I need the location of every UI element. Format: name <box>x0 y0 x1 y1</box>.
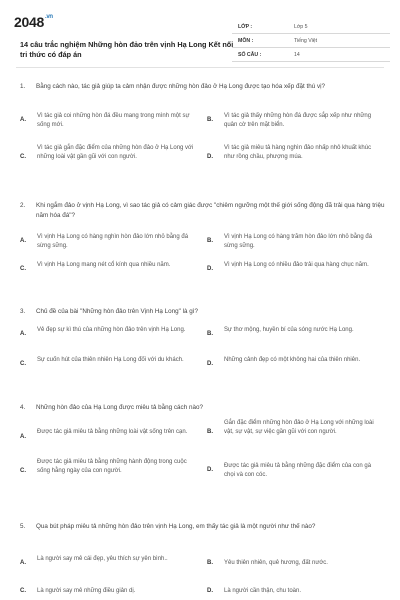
option-b[interactable] <box>207 233 382 251</box>
option-text: Vì vịnh Hạ Long có hàng nghìn hòn đảo lớn nhỏ bằng đá sừng sững. <box>37 234 189 249</box>
option-b[interactable] <box>207 559 382 568</box>
option-text: Được tác giả miêu tả bằng những hành động trong cuộc sống hằng ngày của con người. <box>37 459 187 474</box>
option-text: Vì tác giả coi những hòn đá đều mang trong mình một sự sống mới. <box>37 113 190 128</box>
option-text: Được tác giả miêu tả bằng những loài vật sống trên cạn. <box>37 429 188 435</box>
option-text: Yêu thiên nhiên, quê hương, đất nước. <box>224 560 328 566</box>
question-number: 1. <box>20 83 26 90</box>
question-header <box>20 403 386 413</box>
option-b[interactable] <box>207 112 382 130</box>
option-text: Vẻ đẹp sự kì thú của những hòn đảo trên vịnh Hạ Long. <box>37 327 186 333</box>
question-header <box>20 82 386 92</box>
option-text: Những cảnh đẹp có một không hai của thiên nhiên. <box>224 357 361 363</box>
question-2 <box>20 201 386 296</box>
option-letter: C. <box>20 468 26 474</box>
meta-key: MÔN : <box>238 38 254 44</box>
option-a[interactable] <box>20 112 195 130</box>
option-c[interactable] <box>20 587 195 596</box>
question-text: Những hòn đảo của Hạ Long được miêu tả bằng cách nào? <box>36 404 203 411</box>
option-letter: D. <box>207 588 213 594</box>
question-3 <box>20 307 386 392</box>
option-text: Vì vịnh Hạ Long mang nét cổ kính qua nhiều năm. <box>37 262 171 268</box>
option-text: Vì tác giả thấy những hòn đá được sắp xếp như những quân cờ trên mặt biển. <box>224 113 372 128</box>
question-text: Khi ngắm đảo ở vịnh Hạ Long, vì sao tác giả có cảm giác được "chiêm ngưỡng một thế giới sống động đã trải qua hàng triệu năm hóa đá"? <box>36 202 385 219</box>
meta-key: LỚP : <box>238 24 253 30</box>
option-letter: B. <box>207 117 213 123</box>
question-text: Chủ đề của bài "Những hòn đảo trên Vịnh Hạ Long" là gì? <box>36 308 199 315</box>
option-letter: D. <box>207 361 213 367</box>
question-number: 3. <box>20 308 26 315</box>
option-b[interactable] <box>207 326 382 335</box>
option-text: Gắn đặc điểm những hòn đảo ở Hạ Long với những loài vật, sự vật, sự việc gần gũi với con người. <box>224 420 374 435</box>
option-a[interactable] <box>20 326 195 335</box>
meta-key: SỐ CÂU : <box>238 52 262 58</box>
option-letter: C. <box>20 361 26 367</box>
meta-value: Tiếng Việt <box>294 38 318 44</box>
question-4 <box>20 403 386 513</box>
option-letter: D. <box>207 154 213 160</box>
option-c[interactable] <box>20 458 195 476</box>
option-text: Là người say mê cái đẹp, yêu thích sự yên bình.. <box>37 556 168 562</box>
question-header <box>20 522 386 532</box>
option-text: Là người cần thận, chu toàn. <box>224 588 302 594</box>
meta-table <box>232 20 390 62</box>
option-letter: B. <box>207 560 213 566</box>
option-d[interactable] <box>207 587 382 596</box>
option-a[interactable] <box>20 424 195 440</box>
option-letter: D. <box>207 266 213 272</box>
option-letter: A. <box>20 331 26 337</box>
option-d[interactable] <box>207 356 382 365</box>
question-1 <box>20 82 386 192</box>
question-header <box>20 201 386 220</box>
meta-row-subject <box>232 34 390 48</box>
logo-suffix: .vn <box>44 14 53 20</box>
option-letter: B. <box>207 331 213 337</box>
option-text: Sự thơ mộng, huyền bí của sóng nước Hạ Long. <box>224 327 354 333</box>
option-text: Vì vịnh Hạ Long có nhiều đảo trải qua hàng chục năm. <box>224 262 369 268</box>
option-d[interactable] <box>207 462 382 480</box>
option-a[interactable] <box>20 555 195 564</box>
meta-value: Lớp 5 <box>294 24 308 30</box>
option-text: Vì vịnh Hạ Long có hàng trăm hòn đảo lớn nhỏ bằng đá sừng sững. <box>224 234 373 249</box>
option-letter: B. <box>207 238 213 244</box>
question-text: Bằng cách nào, tác giả giúp ta cảm nhận được những hòn đảo ở Hạ Long được tạo hóa xếp đặt thú vị? <box>36 83 325 90</box>
option-text: Vì tác giả gắn đặc điểm của những hòn đảo ở Hạ Long với những loài vật gần gũi với con người. <box>37 145 194 160</box>
option-c[interactable] <box>20 356 195 365</box>
option-c[interactable] <box>20 144 195 162</box>
option-letter: C. <box>20 266 26 272</box>
logo-text: 2048 <box>14 14 44 30</box>
option-letter: C. <box>20 154 26 160</box>
option-letter: B. <box>207 429 213 435</box>
question-number: 4. <box>20 404 26 411</box>
site-logo[interactable] <box>14 14 53 30</box>
question-text: Qua bút pháp miêu tả những hòn đảo trên vịnh Hạ Long, em thấy tác giả là một người như thế nào? <box>36 523 316 530</box>
option-letter: C. <box>20 588 26 594</box>
document-title: 14 câu trắc nghiệm Những hòn đảo trên vịnh Hạ Long Kết nối tri thức có đáp án <box>20 40 234 59</box>
option-b[interactable] <box>207 419 382 437</box>
option-letter: A. <box>20 560 26 566</box>
option-d[interactable] <box>207 261 382 270</box>
option-text: Là người say mê những điều giản dị. <box>37 588 136 594</box>
option-letter: A. <box>20 434 26 440</box>
option-text: Được tác giả miêu tả bằng những đặc điểm của con gà chọi và con cóc. <box>224 463 372 478</box>
question-5 <box>20 522 386 600</box>
option-text: Sự cuốn hút của thiên nhiên Hạ Long đối với du khách. <box>37 357 184 363</box>
meta-row-grade <box>232 20 390 34</box>
meta-value: 14 <box>294 52 300 58</box>
option-a[interactable] <box>20 233 195 251</box>
option-letter: D. <box>207 467 213 473</box>
option-c[interactable] <box>20 261 195 270</box>
option-letter: A. <box>20 117 26 123</box>
question-header <box>20 307 386 317</box>
option-d[interactable] <box>207 144 382 162</box>
question-number: 5. <box>20 523 26 530</box>
option-text: Vì tác giả miêu tả hàng nghìn đảo nhấp nhô khuất khúc như rồng chầu, phượng múa. <box>224 145 372 160</box>
question-number: 2. <box>20 202 26 209</box>
header-divider <box>16 67 384 68</box>
page-header <box>10 10 390 62</box>
option-letter: A. <box>20 238 26 244</box>
meta-row-count <box>232 48 390 62</box>
